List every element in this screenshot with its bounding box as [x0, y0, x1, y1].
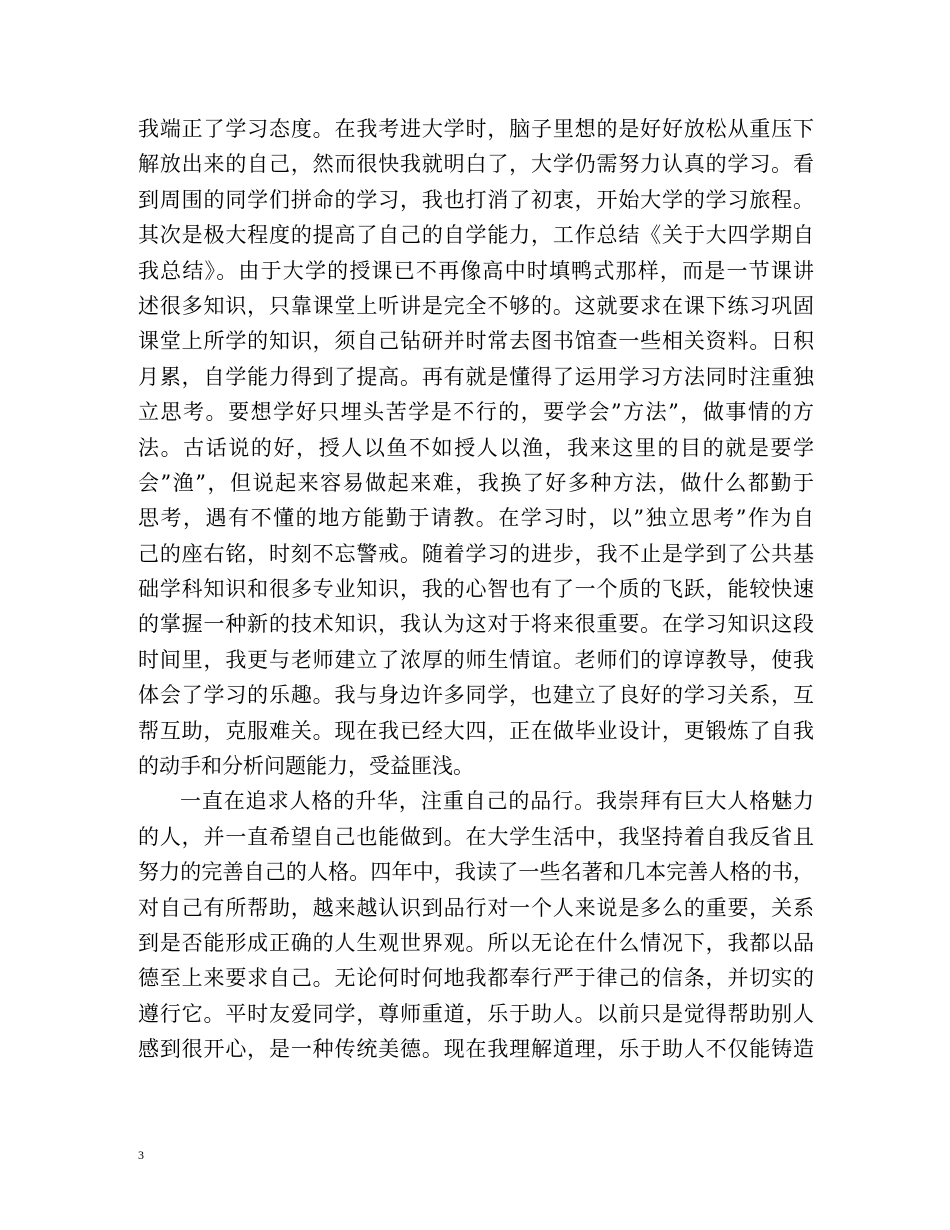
paragraph-1	[138, 112, 814, 784]
body-text	[138, 112, 814, 1068]
text-line: 述很多知识，只靠课堂上听讲是完全不够的。这就要求在课下练习巩固	[138, 293, 814, 318]
text-line: 法。古话说的好，授人以鱼不如授人以渔，我来这里的目的就是要学	[138, 435, 814, 460]
text-line: 其次是极大程度的提高了自己的自学能力，工作总结《关于大四学期自	[138, 223, 814, 248]
page-number: 3	[138, 1148, 144, 1162]
text-line: 德至上来要求自己。无论何时何地我都奉行严于律己的信条，并切实的	[138, 966, 814, 991]
text-line: 遵行它。平时友爱同学，尊师重道，乐于助人。以前只是觉得帮助别人	[138, 1001, 814, 1026]
text-line: 我总结》。由于大学的授课已不再像高中时填鸭式那样，而是一节课讲	[138, 258, 814, 283]
text-line: 的人，并一直希望自己也能做到。在大学生活中，我坚持着自我反省且	[138, 824, 814, 849]
paragraph-2	[138, 784, 814, 1067]
text-line: 时间里，我更与老师建立了浓厚的师生情谊。老师们的谆谆教导，使我	[138, 647, 814, 672]
text-line: 己的座右铭，时刻不忘警戒。随着学习的进步，我不止是学到了公共基	[138, 541, 814, 566]
text-line: 立思考。要想学好只埋头苦学是不行的，要学会”方法”，做事情的方	[138, 400, 814, 425]
text-line: 到是否能形成正确的人生观世界观。所以无论在什么情况下，我都以品	[138, 930, 814, 955]
text-line: 体会了学习的乐趣。我与身边许多同学，也建立了良好的学习关系，互	[138, 683, 814, 708]
text-line: 解放出来的自己，然而很快我就明白了，大学仍需努力认真的学习。看	[138, 152, 814, 177]
text-line: 的掌握一种新的技术知识，我认为这对于将来很重要。在学习知识这段	[138, 612, 814, 637]
text-line: 帮互助，克服难关。现在我已经大四，正在做毕业设计，更锻炼了自我	[138, 718, 814, 743]
text-line: 思考，遇有不懂的地方能勤于请教。在学习时，以”独立思考”作为自	[138, 506, 814, 531]
text-line: 一直在追求人格的升华，注重自己的品行。我崇拜有巨大人格魅力	[180, 789, 814, 814]
text-line: 努力的完善自己的人格。四年中，我读了一些名著和几本完善人格的书，	[138, 860, 814, 885]
text-line: 的动手和分析问题能力，受益匪浅。	[138, 754, 474, 779]
text-line: 会”渔”，但说起来容易做起来难，我换了好多种方法，做什么都勤于	[138, 470, 814, 495]
text-line: 感到很开心，是一种传统美德。现在我理解道理，乐于助人不仅能铸造	[138, 1037, 814, 1062]
text-line: 课堂上所学的知识，须自己钻研并时常去图书馆查一些相关资料。日积	[138, 329, 814, 354]
text-line: 对自己有所帮助，越来越认识到品行对一个人来说是多么的重要，关系	[138, 895, 814, 920]
text-line: 础学科知识和很多专业知识，我的心智也有了一个质的飞跃，能较快速	[138, 577, 814, 602]
text-line: 月累，自学能力得到了提高。再有就是懂得了运用学习方法同时注重独	[138, 364, 814, 389]
text-line: 到周围的同学们拼命的学习，我也打消了初衷，开始大学的学习旅程。	[138, 187, 814, 212]
text-line: 我端正了学习态度。在我考进大学时，脑子里想的是好好放松从重压下	[138, 117, 814, 141]
